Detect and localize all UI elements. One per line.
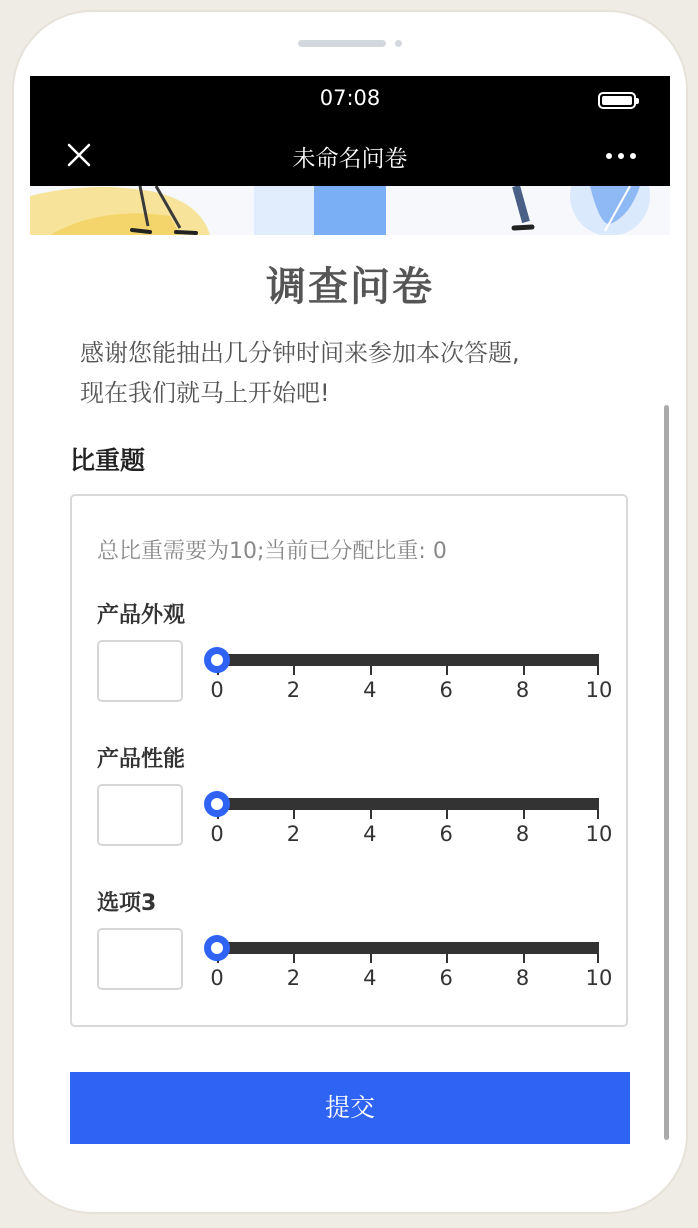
option-label: 选项3 — [97, 891, 157, 916]
battery-icon — [598, 92, 636, 109]
option-row — [97, 886, 617, 1006]
option-label: 产品性能 — [97, 747, 186, 772]
slider-tick — [370, 810, 372, 819]
option-row — [97, 598, 617, 718]
slider-tick — [293, 810, 295, 819]
slider-tick — [597, 810, 599, 819]
slider-tick-label: 0 — [210, 966, 224, 990]
slider-tick — [446, 810, 448, 819]
option-slider[interactable] — [210, 644, 613, 704]
slider-tick — [597, 666, 599, 675]
slider-track[interactable] — [217, 942, 599, 954]
slider-tick-label: 6 — [439, 822, 453, 846]
survey-title: 调查问卷 — [266, 264, 434, 310]
status-time: 07:08 — [319, 86, 381, 110]
slider-track[interactable] — [217, 798, 599, 810]
status-bar — [30, 76, 670, 124]
slider-thumb[interactable] — [204, 647, 230, 673]
option-value-input[interactable] — [97, 928, 183, 990]
question-title: 比重题 — [70, 446, 146, 475]
header-banner-image — [30, 186, 670, 235]
slider-tick-label: 4 — [363, 822, 377, 846]
slider-tick — [293, 666, 295, 675]
slider-tick-label: 8 — [515, 966, 530, 990]
slider-tick-label: 4 — [363, 678, 377, 702]
slider-tick-label: 10 — [585, 822, 613, 846]
survey-content — [30, 235, 670, 1200]
survey-intro — [80, 333, 640, 413]
weight-hint: 总比重需要为10;当前已分配比重: 0 — [97, 539, 447, 564]
slider-track[interactable] — [217, 654, 599, 666]
slider-tick-label: 8 — [515, 678, 530, 702]
slider-tick — [446, 666, 448, 675]
nav-bar — [30, 124, 670, 186]
option-label: 产品外观 — [97, 603, 186, 628]
phone-camera — [395, 40, 402, 47]
submit-button[interactable]: 提交 — [70, 1072, 630, 1144]
slider-tick-label: 10 — [585, 678, 613, 702]
option-value-input[interactable] — [97, 640, 183, 702]
option-slider[interactable] — [210, 788, 613, 848]
slider-tick-label: 6 — [439, 678, 453, 702]
slider-tick — [523, 954, 525, 963]
slider-tick — [597, 954, 599, 963]
scrollbar[interactable] — [664, 405, 669, 1140]
slider-tick-label: 10 — [585, 966, 613, 990]
slider-tick-label: 2 — [286, 966, 301, 990]
slider-tick-label: 2 — [286, 678, 301, 702]
slider-tick-label: 2 — [286, 822, 301, 846]
slider-tick — [446, 954, 448, 963]
slider-thumb[interactable] — [204, 935, 230, 961]
slider-tick-label: 8 — [515, 822, 530, 846]
option-row — [97, 742, 617, 862]
slider-tick — [293, 954, 295, 963]
slider-tick — [523, 810, 525, 819]
slider-thumb[interactable] — [204, 791, 230, 817]
slider-tick-label: 6 — [439, 966, 453, 990]
option-value-input[interactable] — [97, 784, 183, 846]
slider-tick-label: 0 — [210, 678, 224, 702]
slider-tick — [370, 666, 372, 675]
intro-line-2: 现在我们就马上开始吧! — [80, 379, 330, 407]
more-icon[interactable] — [598, 138, 644, 172]
slider-tick — [523, 666, 525, 675]
slider-tick-label: 0 — [210, 822, 224, 846]
slider-tick-label: 4 — [363, 966, 377, 990]
question-box — [70, 494, 628, 1027]
intro-line-1: 感谢您能抽出几分钟时间来参加本次答题, — [80, 339, 520, 367]
slider-tick — [370, 954, 372, 963]
nav-title: 未命名问卷 — [292, 146, 408, 172]
option-slider[interactable] — [210, 932, 613, 992]
phone-speaker — [298, 40, 386, 47]
